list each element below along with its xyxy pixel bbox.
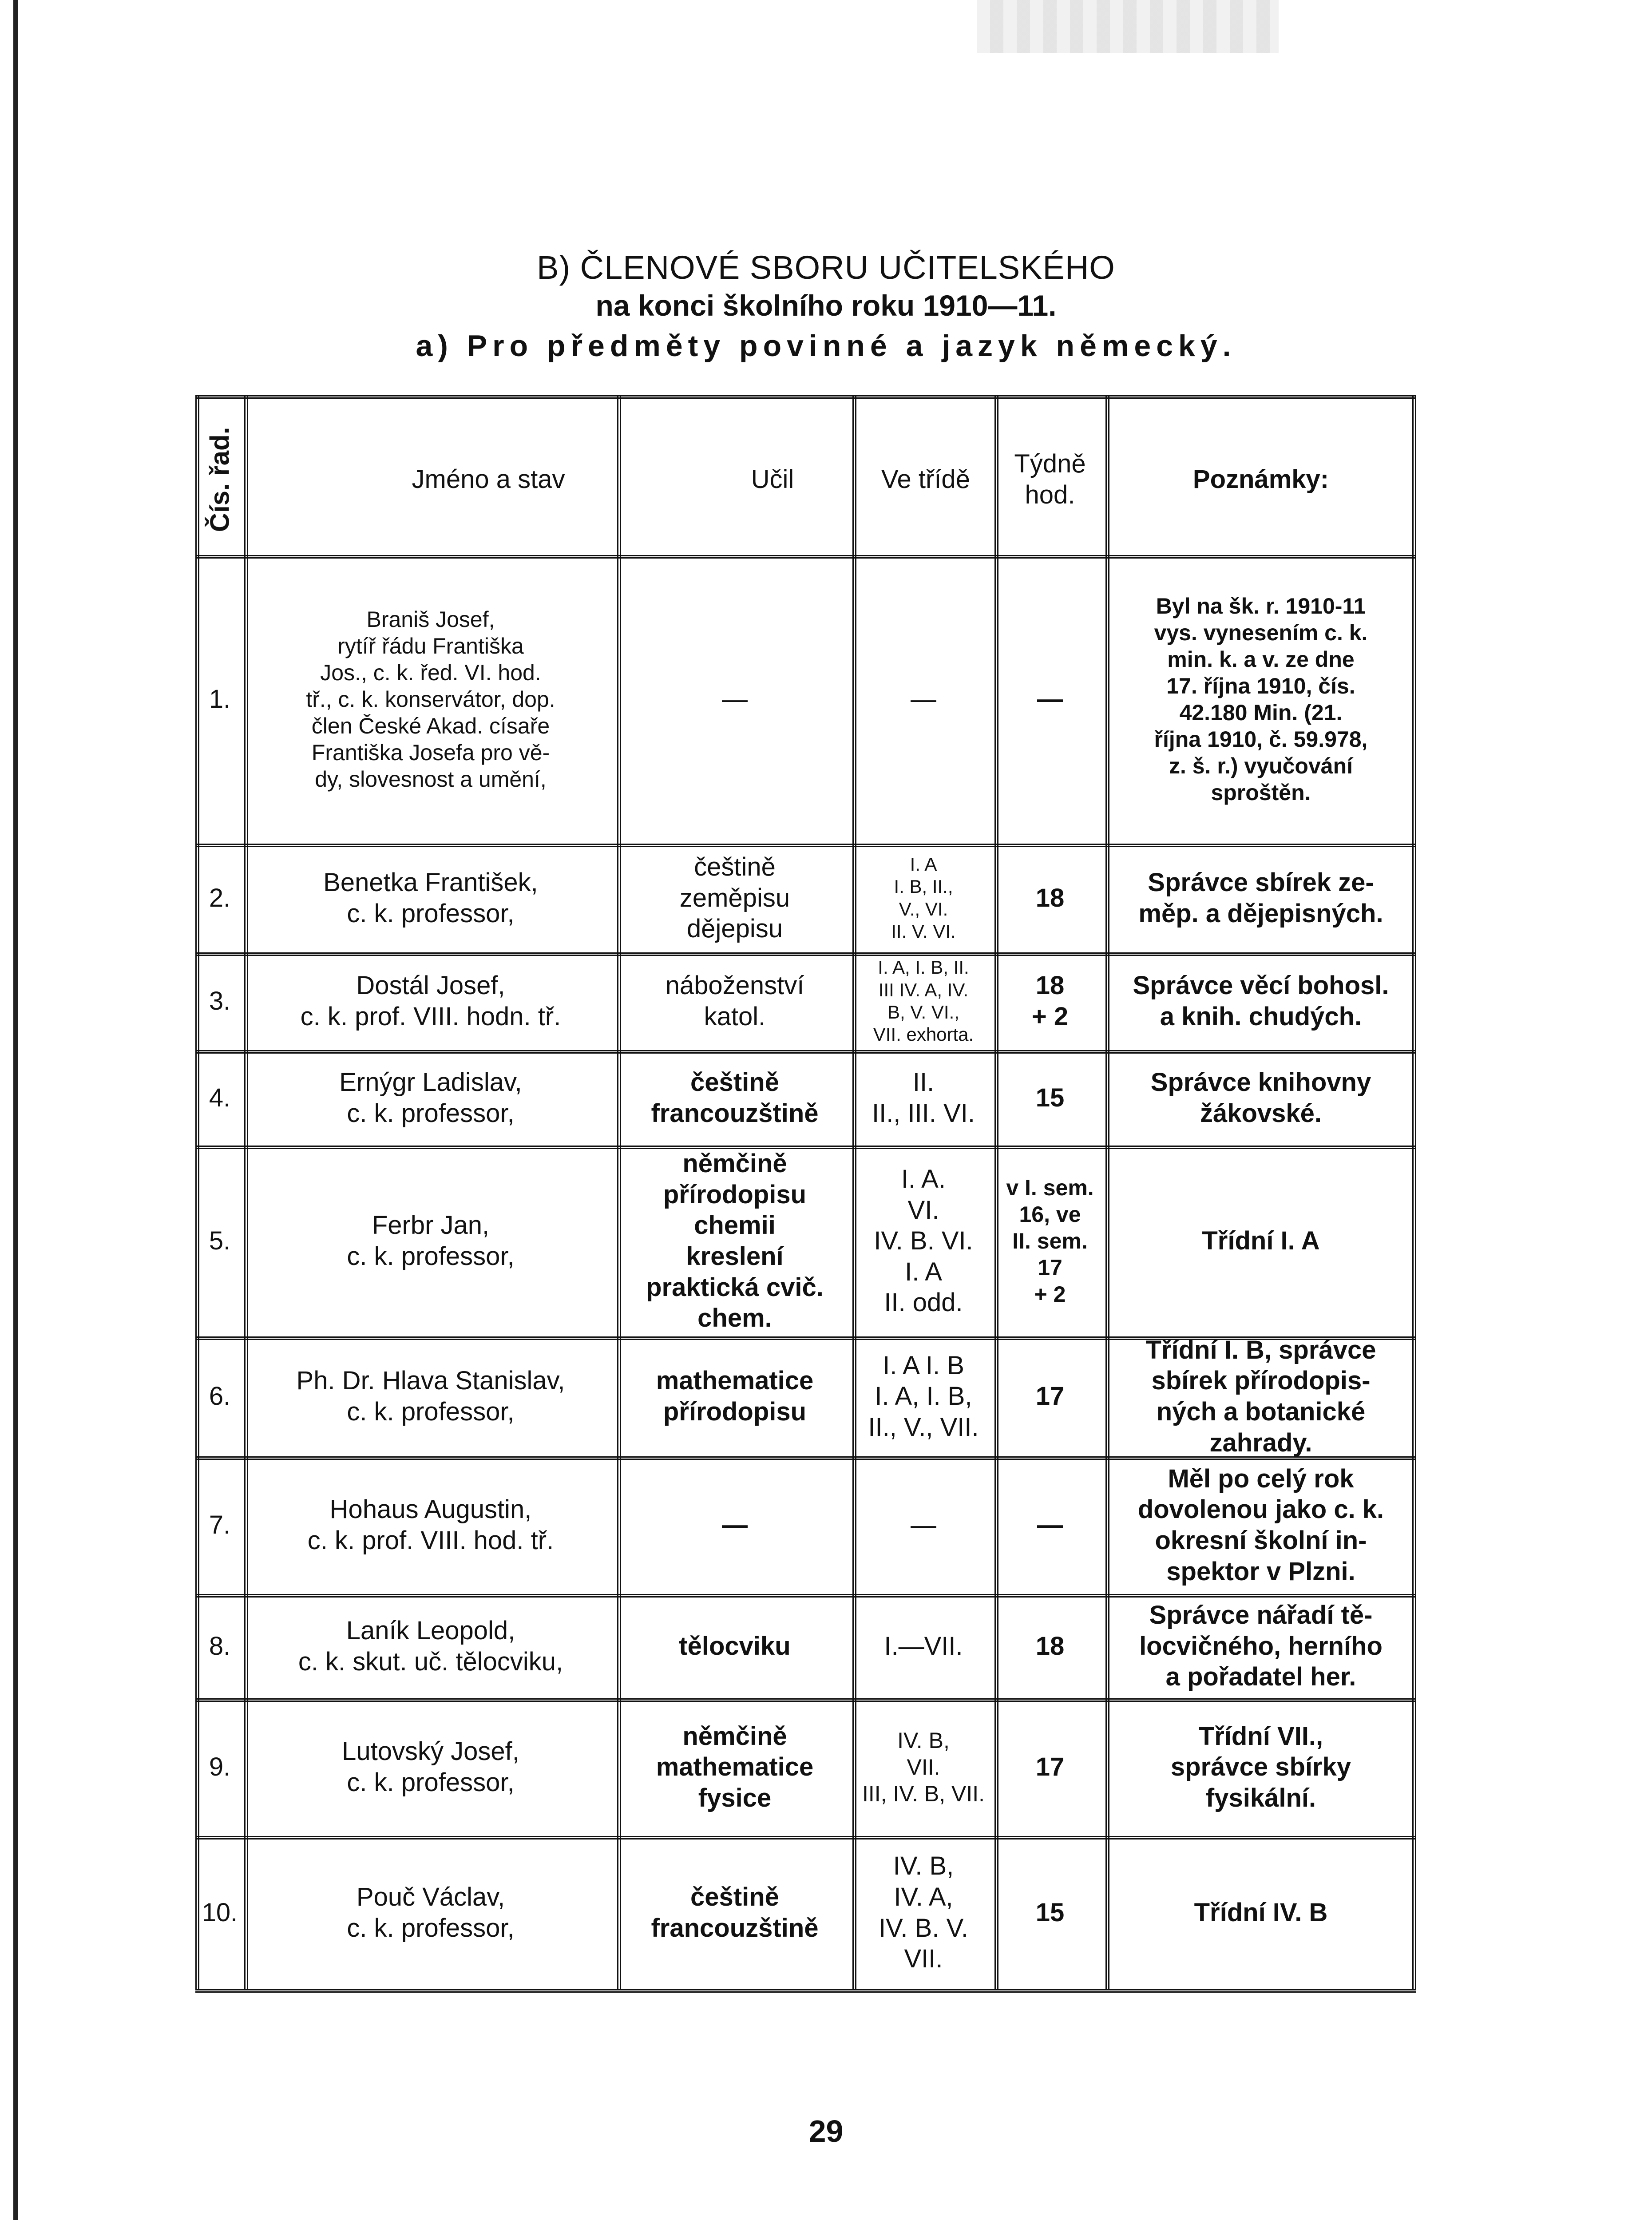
notes (1105, 1456, 1416, 1594)
cell-line: chem. (697, 1304, 772, 1333)
cell-line: 15 (1035, 1083, 1065, 1112)
cell-line: 1. (209, 685, 231, 714)
cell-line: — (1037, 685, 1063, 714)
cell-line: Třídní IV. B (1194, 1898, 1328, 1927)
notes (1105, 952, 1416, 1050)
row-number (195, 952, 244, 1050)
cell-line: — (722, 685, 748, 714)
cell-line: IV. B, (893, 1851, 954, 1881)
cell-line: 18 (1035, 1631, 1065, 1661)
cell-line: rytíř řádu Františka (337, 634, 524, 658)
cell-line: Správce sbírek ze- (1148, 868, 1374, 897)
subjects-taught (617, 1050, 852, 1146)
weekly-hours (994, 555, 1105, 844)
cell-line: 17 (1035, 1752, 1065, 1782)
cell-line: c. k. professor, (347, 1397, 515, 1426)
cell-line: I. A. (901, 1165, 946, 1194)
cell-line: IV. B, (897, 1728, 950, 1753)
cell-line: locvičného, herního (1139, 1631, 1383, 1661)
cell-line: Ferbr Jan, (372, 1211, 490, 1240)
weekly-hours (994, 1146, 1105, 1336)
teacher-name (244, 555, 617, 844)
cell-line: fysice (698, 1783, 772, 1812)
cell-line: a pořadatel her. (1165, 1662, 1356, 1692)
cell-line: října 1910, č. 59.978, (1154, 727, 1368, 752)
classes (852, 1594, 994, 1698)
cell-line: 7. (209, 1510, 231, 1540)
weekly-hours (994, 844, 1105, 952)
cell-line: 17 (1035, 1382, 1065, 1411)
cell-line: francouzštině (651, 1913, 819, 1942)
notes (1105, 1836, 1416, 1989)
cell-line: min. k. a v. ze dne (1167, 647, 1355, 672)
teacher-name (244, 1594, 617, 1698)
cell-line: zahrady. (1209, 1428, 1312, 1457)
subjects-taught (617, 1456, 852, 1594)
cell-line: mathematice (656, 1366, 814, 1395)
cell-line: Třídní VII., (1198, 1721, 1323, 1751)
cell-line: Hohaus Augustin, (329, 1495, 532, 1524)
cell-line: I. A (905, 1257, 942, 1286)
cell-line: I.—VII. (884, 1631, 963, 1661)
cell-line: vys. vynesením c. k. (1154, 620, 1368, 645)
cell-line: kreslení (686, 1242, 784, 1271)
teacher-name (244, 1050, 617, 1146)
classes (852, 1698, 994, 1836)
cell-line: — (1037, 1510, 1063, 1540)
cell-line: c. k. professor, (347, 1768, 515, 1797)
cell-line: II. sem. (1012, 1229, 1088, 1253)
notes (1105, 1336, 1416, 1456)
cell-line: II. (912, 1067, 935, 1097)
cell-line: němčině (682, 1149, 787, 1178)
cell-line: c. k. prof. VIII. hodn. tř. (300, 1002, 561, 1031)
teacher-name (244, 1698, 617, 1836)
subjects-taught (617, 1698, 852, 1836)
weekly-hours (994, 1336, 1105, 1456)
cell-line: c. k. skut. uč. tělocviku, (298, 1647, 563, 1676)
cell-line: Lutovský Josef, (342, 1737, 519, 1766)
cell-line: okresní školní in- (1155, 1526, 1367, 1555)
cell-line: + 2 (1031, 1002, 1069, 1031)
cell-line: VII. (907, 1755, 940, 1780)
cell-line: I. A, I. B, II. (878, 957, 969, 978)
teacher-name (244, 1146, 617, 1336)
cell-line: přírodopisu (663, 1180, 807, 1209)
row-number (195, 1456, 244, 1594)
notes (1105, 1050, 1416, 1146)
cell-line: c. k. professor, (347, 899, 515, 928)
cell-line: žákovské. (1200, 1098, 1322, 1128)
cell-line: tělocviku (679, 1631, 791, 1661)
cell-line: měp. a dějepisných. (1138, 899, 1383, 928)
cell-line: III IV. A, IV. (878, 979, 969, 1000)
cell-line: Ph. Dr. Hlava Stanislav, (296, 1366, 565, 1395)
cell-line: Měl po celý rok (1168, 1464, 1354, 1493)
cell-line: 17. října 1910, čís. (1166, 674, 1355, 698)
cell-line: 18 (1035, 971, 1065, 1000)
classes (852, 1336, 994, 1456)
classes (852, 1146, 994, 1336)
cell-line: a knih. chudých. (1160, 1002, 1362, 1031)
cell-line: Pouč Václav, (356, 1882, 505, 1911)
row-number (195, 1146, 244, 1336)
cell-line: přírodopisu (663, 1397, 807, 1426)
cell-line: v I. sem. (1006, 1175, 1094, 1200)
cell-line: dějepisu (686, 914, 783, 944)
cell-line: B, V. VI., (887, 1002, 959, 1023)
cell-line: c. k. prof. VIII. hod. tř. (307, 1526, 554, 1555)
row-number (195, 1336, 244, 1456)
section-heading: B) ČLENOVÉ SBORU UČITELSKÉHO (537, 249, 1115, 286)
cell-line: 2. (209, 883, 231, 912)
cell-line: c. k. professor, (347, 1242, 515, 1271)
subsection-heading: a) Pro předměty povinné a jazyk německý. (416, 329, 1236, 363)
cell-line: češtině (690, 1067, 779, 1097)
cell-line: Třídní I. B, správce (1145, 1335, 1376, 1364)
subjects-taught (617, 1336, 852, 1456)
cell-line: náboženství (665, 971, 804, 1000)
header-notes: Poznámky: (1192, 465, 1329, 494)
section-subheading: na konci školního roku 1910—11. (595, 289, 1057, 322)
subjects-taught (617, 952, 852, 1050)
cell-line: 3. (209, 987, 231, 1016)
cell-line: II., III. VI. (872, 1098, 975, 1128)
classes (852, 1836, 994, 1989)
cell-line: IV. A, (894, 1882, 953, 1911)
cell-line: IV. B. VI. (874, 1226, 973, 1256)
cell-line: tř., c. k. konservátor, dop. (306, 687, 555, 712)
cell-line: II., V., VII. (868, 1412, 979, 1442)
cell-line: dovolenou jako c. k. (1137, 1495, 1384, 1524)
cell-line: Jos., c. k. řed. VI. hod. (320, 660, 541, 685)
cell-line: češtině (694, 852, 776, 882)
cell-line: francouzštině (651, 1098, 819, 1128)
cell-line: — (911, 1510, 936, 1540)
header-taught: Učil (751, 465, 794, 494)
cell-line: Byl na šk. r. 1910-11 (1156, 594, 1366, 618)
classes (852, 1050, 994, 1146)
cell-line: VII. exhorta. (873, 1024, 974, 1045)
cell-line: Braniš Josef, (366, 607, 495, 632)
cell-line: fysikální. (1205, 1783, 1316, 1812)
cell-line: Správce věcí bohosl. (1133, 971, 1389, 1000)
cell-line: člen České Akad. císaře (311, 714, 550, 738)
page-number: 29 (808, 2114, 844, 2149)
cell-line: z. š. r.) vyučování (1169, 753, 1353, 778)
cell-line: 15 (1035, 1898, 1065, 1927)
row-number (195, 1050, 244, 1146)
cell-line: I. A I. B (883, 1351, 964, 1380)
subjects-taught (617, 844, 852, 952)
cell-line: II. V. VI. (891, 920, 956, 942)
classes (852, 1456, 994, 1594)
notes (1105, 844, 1416, 952)
table-row-line (195, 395, 1416, 399)
cell-line: spektor v Plzni. (1166, 1557, 1355, 1586)
subjects-taught (617, 1146, 852, 1336)
cell-line: chemii (694, 1211, 776, 1240)
weekly-hours (994, 1698, 1105, 1836)
table-row-line (195, 1989, 1416, 1993)
cell-line: IV. B. V. (878, 1913, 969, 1942)
weekly-hours (994, 1836, 1105, 1989)
cell-line: 10. (202, 1898, 238, 1927)
subjects-taught (617, 1594, 852, 1698)
cell-line: 42.180 Min. (21. (1179, 700, 1343, 725)
cell-line: 17 (1038, 1255, 1062, 1280)
cell-line: 16, ve (1019, 1202, 1081, 1227)
teacher-name (244, 844, 617, 952)
notes (1105, 1594, 1416, 1698)
cell-line: Laník Leopold, (346, 1616, 515, 1645)
cell-line: mathematice (656, 1752, 814, 1782)
weekly-hours (994, 1456, 1105, 1594)
cell-line: Františka Josefa pro vě- (311, 740, 550, 765)
cell-line: ných a botanické (1156, 1397, 1366, 1426)
cell-line: Třídní I. A (1202, 1226, 1320, 1256)
cell-line: 4. (209, 1083, 231, 1112)
row-number (195, 1698, 244, 1836)
cell-line: Správce nářadí tě- (1149, 1601, 1373, 1630)
cell-line: + 2 (1034, 1282, 1066, 1307)
cell-line: — (911, 685, 936, 714)
cell-line: Ernýgr Ladislav, (339, 1067, 522, 1097)
staff-table (195, 395, 1416, 1989)
cell-line: c. k. professor, (347, 1913, 515, 1942)
cell-line: češtině (690, 1882, 779, 1911)
cell-line: c. k. professor, (347, 1098, 515, 1128)
notes (1105, 555, 1416, 844)
cell-line: 18 (1035, 883, 1065, 912)
cell-line: Správce knihovny (1150, 1067, 1371, 1097)
cell-line: 8. (209, 1631, 231, 1661)
cell-line: 9. (209, 1752, 231, 1782)
notes (1105, 1146, 1416, 1336)
cell-line: V., VI. (899, 898, 948, 920)
cell-line: sbírek přírodopis- (1151, 1366, 1371, 1395)
classes (852, 555, 994, 844)
scan-artifact (977, 0, 1279, 53)
cell-line: III, IV. B, VII. (862, 1781, 985, 1806)
weekly-hours (994, 952, 1105, 1050)
cell-line: němčině (682, 1721, 787, 1751)
teacher-name (244, 1836, 617, 1989)
classes (852, 844, 994, 952)
cell-line: zeměpisu (679, 883, 790, 912)
cell-line: — (722, 1510, 748, 1540)
header-name: Jméno a stav (412, 465, 565, 494)
weekly-hours (994, 1594, 1105, 1698)
cell-line: Benetka František, (323, 868, 538, 897)
teacher-name (244, 952, 617, 1050)
cell-line: správce sbírky (1170, 1752, 1351, 1782)
cell-line: sproštěn. (1211, 780, 1311, 805)
cell-line: I. A (910, 853, 937, 875)
header-class: Ve třídě (881, 465, 970, 494)
teacher-name (244, 1456, 617, 1594)
cell-line: 6. (209, 1382, 231, 1411)
row-number (195, 844, 244, 952)
row-number (195, 1594, 244, 1698)
cell-line: dy, slovesnost a umění, (315, 767, 547, 792)
row-number (195, 1836, 244, 1989)
cell-line: I. A, I. B, (875, 1382, 972, 1411)
header-hours: Týdně hod. (1014, 449, 1086, 509)
cell-line: katol. (704, 1002, 766, 1031)
cell-line: praktická cvič. (646, 1273, 824, 1302)
cell-line: VII. (904, 1944, 943, 1974)
subjects-taught (617, 555, 852, 844)
notes (1105, 1698, 1416, 1836)
weekly-hours (994, 1050, 1105, 1146)
cell-line: II. odd. (884, 1288, 963, 1317)
teacher-name (244, 1336, 617, 1456)
cell-line: Dostál Josef, (356, 971, 505, 1000)
cell-line: VI. (907, 1195, 939, 1225)
cell-line: I. B, II., (894, 876, 953, 897)
cell-line: 5. (209, 1226, 231, 1256)
header-number: Čís. řad. (205, 427, 235, 532)
row-number (195, 555, 244, 844)
classes (852, 952, 994, 1050)
subjects-taught (617, 1836, 852, 1989)
